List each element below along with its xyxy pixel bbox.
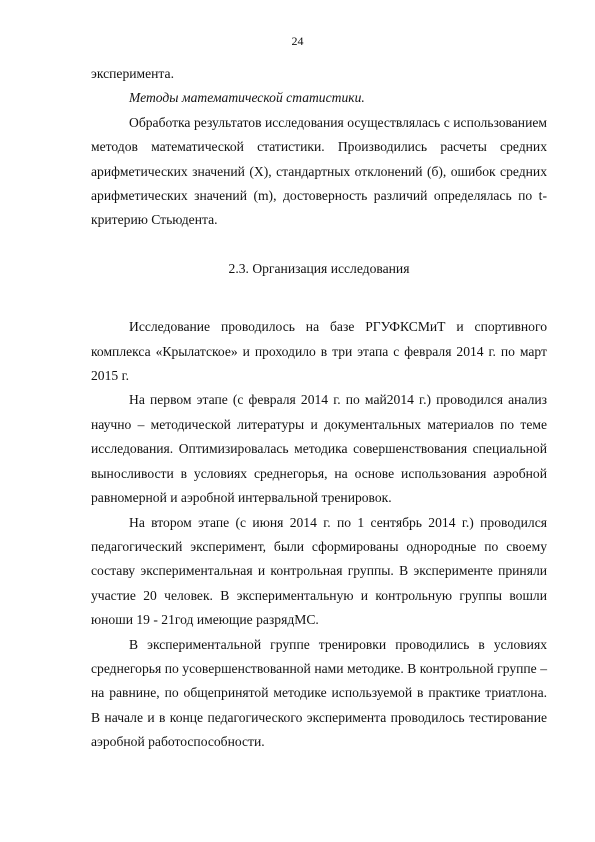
paragraph-continuation: эксперимента. — [91, 66, 174, 81]
page-body — [91, 62, 547, 755]
paragraph-groups: В экспериментальной группе тренировки проводились в условиях среднегорья по усовершенствованной нами методике. В контрольной группе –на равнине, по общепринятой методике используемой в практике триатлона. В начале и в конце педагогического эксперимента проводилось тестирование аэробной работоспособности. — [91, 636, 547, 750]
paragraph-statistics: Обработка результатов исследования осуществлялась с использованием методов математической статистики. Производились расчеты средних арифметических значений (Х), стандартных отклонений (б), ошибок средних арифметических значений (m), достоверность различий определялась по t-критерию Стьюдента. — [91, 114, 547, 228]
section-heading: 2.3. Организация исследования — [228, 260, 410, 276]
page-number: 24 — [291, 34, 304, 48]
paragraph-stage-two: На втором этапе (с июня 2014 г. по 1 сентябрь 2014 г.) проводился педагогический эксперимент, были сформированы однородные по своему составу экспериментальная и контрольная группы. В эксперименте приняли участие 20 человек. В экспериментальную и контрольную группы вошли юноши 19 - 21год имеющие разрядМС. — [91, 514, 547, 628]
paragraph-research-base: Исследование проводилось на базе РГУФКСМиТ и спортивного комплекса «Крылатское» и проходило в три этапа с февраля 2014 г. по март 2015 г. — [91, 319, 547, 384]
subsection-title-methods: Методы математической статистики. — [129, 90, 365, 106]
paragraph-stage-one: На первом этапе (с февраля 2014 г. по май2014 г.) проводился анализ научно – методической литературы и документальных материалов по теме исследования. Оптимизировалась методика совершенствования специальной выносливости в условиях среднегорья, на основе использования аэробной равномерной и аэробной интервальной тренировок. — [91, 392, 547, 506]
